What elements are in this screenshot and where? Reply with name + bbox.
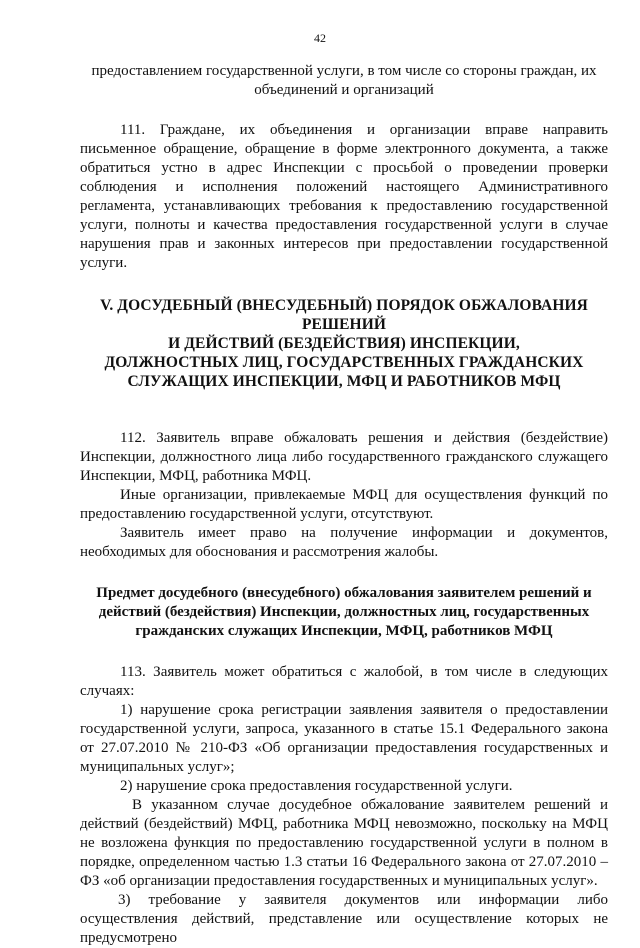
paragraph-113: 113. Заявитель может обратиться с жалобой, в том числе в следующих случаях: xyxy=(80,664,608,699)
paragraph-right-to-information: Заявитель имеет право на получение информации и документов, необходимых для обоснования и рассмотрения жалобы. xyxy=(80,525,608,560)
intro-line-2: объединений и организаций xyxy=(254,82,434,98)
subject-heading-line-1: Предмет досудебного (внесудебного) обжалования заявителем решений и xyxy=(96,585,592,601)
section-v-heading-line-3: И ДЕЙСТВИЙ (БЕЗДЕЙСТВИЯ) ИНСПЕКЦИИ, xyxy=(168,335,520,352)
section-v-heading-line-4: ДОЛЖНОСТНЫХ ЛИЦ, ГОСУДАРСТВЕННЫХ ГРАЖДАНСКИХ xyxy=(104,354,584,371)
list-item-2: 2) нарушение срока предоставления государственной услуги. xyxy=(120,778,513,794)
paragraph-other-organizations: Иные организации, привлекаемые МФЦ для осуществления функций по предоставлению государственной услуги, отсутствуют. xyxy=(80,487,608,522)
list-item-1: 1) нарушение срока регистрации заявления заявителя о предоставлении государственной услуги, запроса, указанного в статье 15.1 Федерального закона от 27.07.2010 № 210-ФЗ «Об организации предоставления государственных и муниципальных услуг»; xyxy=(80,702,608,775)
section-v-heading xyxy=(80,296,608,391)
paragraph-111: 111. Граждане, их объединения и организации вправе направить письменное обращение, обращение в форме электронного документа, а также обратиться устно в адрес Инспекции с просьбой о проведении проверки соблюдения и исполнения положений настоящего Административного регламента, устанавливающих требования к предоставлению государственной услуги, полноты и качества предоставления государственной услуги в случае нарушения прав и законных интересов при предоставлении государственной услуги. xyxy=(80,122,608,271)
paragraph-mfc-case: В указанном случае досудебное обжалование заявителем решений и действий (бездействий) МФЦ, работника МФЦ невозможно, поскольку на МФЦ не возложена функция по предоставлению государственной услуги в полном в порядке, определенном частью 1.3 статьи 16 Федерального закона от 27.07.2010 – ФЗ «об организации предоставления государственных и муниципальных услуг». xyxy=(80,797,608,889)
intro-heading-continuation xyxy=(80,62,608,100)
subject-heading-line-2: действий (бездействия) Инспекции, должностных лиц, государственных xyxy=(98,604,590,620)
section-v-heading-line-2: РЕШЕНИЙ xyxy=(301,316,387,333)
subject-heading-line-3: гражданских служащих Инспекции, МФЦ, работников МФЦ xyxy=(135,623,553,639)
document-body xyxy=(80,62,608,948)
list-item-3: 3) требование у заявителя документов или информации либо осуществления действий, представление или осуществление которых не предусмотрено xyxy=(80,892,608,946)
subject-heading xyxy=(80,584,608,641)
paragraph-112: 112. Заявитель вправе обжаловать решения и действия (бездействие) Инспекции, должностного лица либо государственного гражданского служащего Инспекции, МФЦ, работника МФЦ. xyxy=(80,430,608,484)
intro-line-1: предоставлением государственной услуги, в том числе со стороны граждан, их xyxy=(91,63,597,79)
page-number: 42 xyxy=(314,31,326,45)
section-v-heading-line-5: СЛУЖАЩИХ ИНСПЕКЦИИ, МФЦ И РАБОТНИКОВ МФЦ xyxy=(127,373,561,390)
section-v-heading-line-1: V. ДОСУДЕБНЫЙ (ВНЕСУДЕБНЫЙ) ПОРЯДОК ОБЖАЛОВАНИЯ xyxy=(100,297,588,314)
